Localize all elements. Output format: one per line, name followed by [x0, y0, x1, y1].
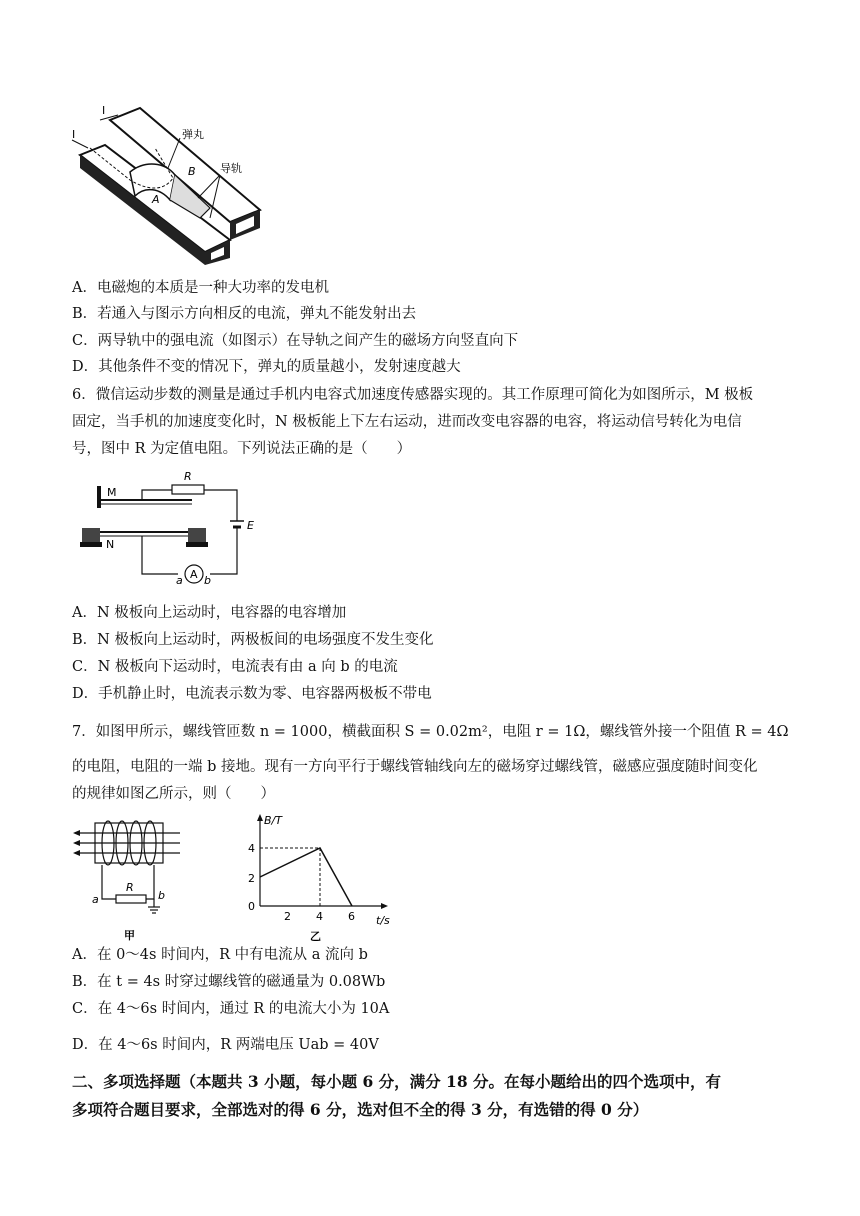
- figure-a-caption: 甲: [124, 929, 135, 942]
- q6-option-c: C．N 极板向下运动时，电流表有由 a 向 b 的电流: [72, 659, 398, 675]
- q7-option-d: D．在 4～6s 时间内，R 两端电压 Uab = 40V: [72, 1037, 379, 1053]
- plate-N-label: N: [106, 538, 115, 551]
- q5-option-d: D．其他条件不变的情况下，弹丸的质量越小，发射速度越大: [72, 359, 461, 375]
- solenoid-b-label: b: [158, 889, 165, 902]
- section2-heading-line1: 二、多项选择题（本题共 3 小题，每小题 6 分，满分 18 分。在每小题给出的四个选项中，有: [72, 1072, 722, 1091]
- q6-stem-line3: 号，图中 R 为定值电阻。下列说法正确的是（ ）: [72, 441, 412, 457]
- resistor-R-label: R: [184, 470, 192, 483]
- q7-option-a: A．在 0～4s 时间内，R 中有电流从 a 流向 b: [72, 947, 368, 963]
- y-tick-4: 4: [248, 842, 255, 855]
- ammeter-A-label: A: [190, 568, 198, 581]
- q6-option-b: B．N 极板向上运动时，两极板间的电场强度不发生变化: [72, 632, 434, 648]
- q7-stem-line1: 7．如图甲所示，螺线管匝数 n = 1000，横截面积 S = 0.02m²，电阻 r = 1Ω，螺线管外接一个阻值 R = 4Ω: [72, 724, 789, 740]
- railgun-figure: [70, 100, 280, 265]
- q6-stem-line2: 固定，当手机的加速度变化时，N 极板能上下左右运动，进而改变电容器的电容，将运动信号转化为电信: [72, 414, 742, 430]
- b-t-curve: [260, 848, 352, 906]
- q6-option-d: D．手机静止时，电流表示数为零、电容器两极板不带电: [72, 686, 432, 702]
- terminal-a-label: a: [176, 574, 183, 586]
- battery-E-label: E: [247, 519, 254, 532]
- q7-option-c: C．在 4～6s 时间内，通过 R 的电流大小为 10A: [72, 1001, 390, 1017]
- y-tick-0: 0: [248, 900, 255, 913]
- q5-option-b: B．若通入与图示方向相反的电流，弹丸不能发射出去: [72, 306, 417, 322]
- solenoid-a-label: a: [92, 893, 99, 906]
- y-axis-label: B/T: [264, 814, 282, 827]
- figure-b-caption: 乙: [310, 930, 321, 943]
- plate-M-label: M: [107, 486, 117, 499]
- section2-heading-line2: 多项符合题目要求，全部选对的得 6 分，选对但不全的得 3 分，有选错的得 0 分）: [72, 1100, 649, 1119]
- solenoid-R-label: R: [126, 881, 134, 894]
- terminal-b-label: b: [204, 574, 211, 586]
- x-axis-label: t/s: [376, 914, 390, 927]
- q7-option-b: B．在 t = 4s 时穿过螺线管的磁通量为 0.08Wb: [72, 974, 386, 990]
- solenoid-figure: [70, 815, 190, 945]
- q5-option-c: C．两导轨中的强电流（如图示）在导轨之间产生的磁场方向竖直向下: [72, 333, 519, 349]
- q7-stem-line3: 的规律如图乙所示，则（ ）: [72, 786, 275, 802]
- current-label-top: I: [102, 104, 106, 117]
- y-tick-2: 2: [248, 872, 255, 885]
- q6-option-a: A．N 极板向上运动时，电容器的电容增加: [72, 605, 347, 621]
- current-label-bottom: I: [72, 128, 76, 141]
- point-B-label: B: [188, 165, 196, 178]
- q5-option-a: A．电磁炮的本质是一种大功率的发电机: [72, 280, 329, 296]
- projectile-label: 弹丸: [182, 128, 204, 141]
- point-A-label: A: [152, 193, 160, 206]
- b-t-graph: [240, 810, 400, 945]
- rail-label: 导轨: [220, 162, 242, 175]
- x-tick-6: 6: [348, 910, 355, 923]
- x-tick-2: 2: [284, 910, 291, 923]
- q7-stem-line2: 的电阻，电阻的一端 b 接地。现有一方向平行于螺线管轴线向左的磁场穿过螺线管，磁感应强度随时间变化: [72, 759, 758, 775]
- capacitor-circuit-figure: [72, 466, 262, 586]
- x-tick-4: 4: [316, 910, 323, 923]
- q6-stem-line1: 6．微信运动步数的测量是通过手机内电容式加速度传感器实现的。其工作原理可简化为如图所示，M 极板: [72, 387, 754, 403]
